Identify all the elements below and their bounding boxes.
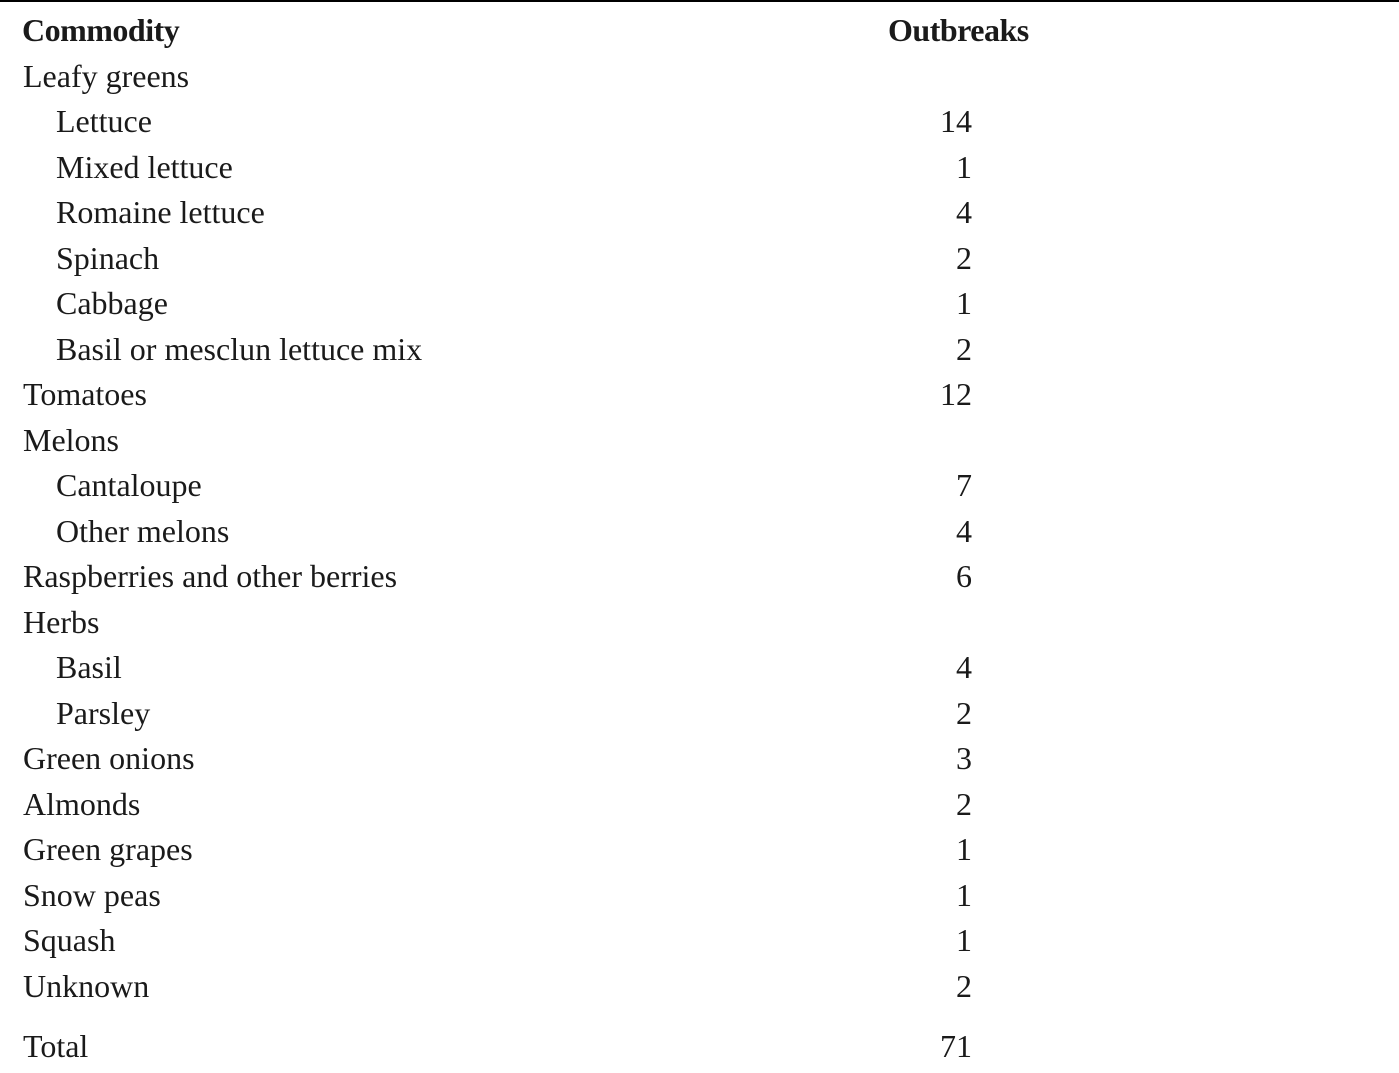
row-label: Herbs: [23, 603, 100, 640]
table-row-parsley: [0, 691, 1399, 737]
total-label: Total: [23, 1028, 89, 1064]
total-value: 71: [940, 1028, 972, 1064]
table-row-mixed-lettuce: [0, 145, 1399, 191]
table-header-row: [0, 8, 1399, 54]
row-value: 12: [940, 376, 972, 412]
table-row-snow-peas: [0, 873, 1399, 919]
table-row-basil: [0, 645, 1399, 691]
row-value: 4: [956, 512, 972, 549]
row-label: Raspberries and other berries: [23, 558, 398, 594]
table-row-total: [0, 1024, 1399, 1070]
row-label: Tomatoes: [23, 376, 147, 412]
row-value: 1: [956, 285, 972, 321]
outbreaks-column-header: Outbreaks: [888, 12, 1029, 48]
table-row-cabbage: [0, 281, 1399, 327]
row-label: Green onions: [23, 740, 195, 776]
table-row-lettuce: [0, 99, 1399, 145]
commodity-column-header: Commodity: [22, 12, 180, 48]
row-label: Basil: [56, 649, 122, 685]
table-row-basil-mesclun: [0, 327, 1399, 373]
table-row-tomatoes: [0, 372, 1399, 418]
table-row-melons: [0, 418, 1399, 464]
row-value: 2: [956, 967, 972, 1004]
row-value: 6: [956, 558, 972, 594]
row-label: Parsley: [56, 694, 151, 731]
row-label: Mixed lettuce: [56, 148, 233, 185]
row-value: 1: [956, 876, 972, 913]
row-label: Basil or mesclun lettuce mix: [56, 330, 423, 367]
table-row-green-grapes: [0, 827, 1399, 873]
row-label: Spinach: [56, 239, 160, 276]
row-value: 4: [956, 649, 972, 685]
table-row-almonds: [0, 782, 1399, 828]
row-value: 1: [956, 922, 972, 958]
table-row-other-melons: [0, 509, 1399, 555]
row-label: Romaine lettuce: [56, 194, 265, 230]
outbreaks-table: [0, 8, 1399, 1070]
row-value: 2: [956, 694, 972, 731]
row-value: 2: [956, 330, 972, 367]
row-value: 4: [956, 194, 972, 230]
row-label: Cantaloupe: [56, 467, 202, 503]
row-value: 1: [956, 831, 972, 867]
row-label: Green grapes: [23, 831, 193, 867]
row-label: Snow peas: [23, 876, 161, 913]
row-value: 14: [940, 103, 972, 139]
row-value: 2: [956, 239, 972, 276]
row-label: Melons: [23, 421, 119, 458]
row-label: Lettuce: [56, 103, 152, 139]
row-label: Almonds: [23, 785, 141, 822]
table-row-spinach: [0, 236, 1399, 282]
table-row-squash: [0, 918, 1399, 964]
table-row-raspberries: [0, 554, 1399, 600]
table-row-herbs: [0, 600, 1399, 646]
row-label: Unknown: [23, 967, 150, 1004]
row-value: 2: [956, 785, 972, 822]
table-row-cantaloupe: [0, 463, 1399, 509]
top-rule: [0, 0, 1399, 2]
row-label: Squash: [23, 922, 116, 958]
table-row-unknown: [0, 964, 1399, 1010]
row-value: 1: [956, 148, 972, 185]
row-label: Cabbage: [56, 285, 168, 321]
table-row-romaine-lettuce: [0, 190, 1399, 236]
table-row-leafy-greens: [0, 54, 1399, 100]
row-label: Other melons: [56, 512, 230, 549]
row-label: Leafy greens: [23, 57, 190, 94]
row-value: 7: [956, 467, 972, 503]
table-row-green-onions: [0, 736, 1399, 782]
row-value: 3: [956, 740, 972, 776]
